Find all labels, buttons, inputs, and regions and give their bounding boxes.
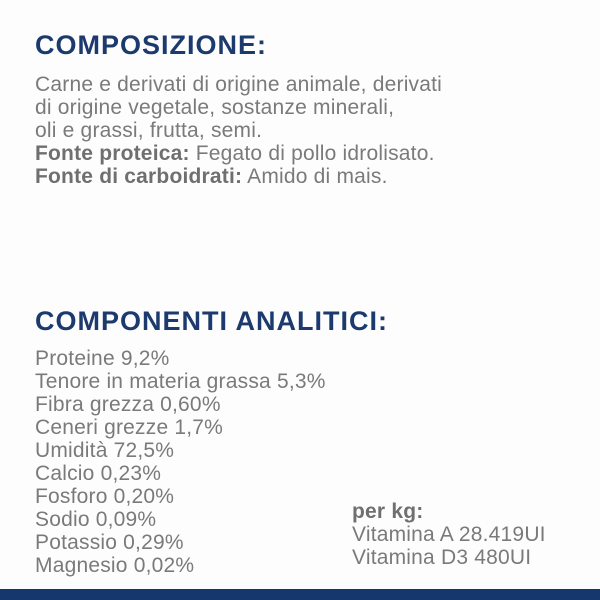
vitamin-d3-value: Vitamina D3 480UI xyxy=(352,546,532,569)
analytic-item-umidita: Umidità 72,5% xyxy=(35,439,175,462)
carb-source-value: Amido di mais. xyxy=(247,165,388,188)
vitamin-a-value: Vitamina A 28.419UI xyxy=(352,523,546,546)
composition-line: oli e grassi, frutta, semi. xyxy=(35,119,263,142)
carb-source-label: Fonte di carboidrati: xyxy=(35,165,243,188)
analytic-item-fosforo: Fosforo 0,20% xyxy=(35,485,175,508)
analytical-components-heading: COMPONENTI ANALITICI: xyxy=(35,306,388,336)
analytic-item-tenore: Tenore in materia grassa 5,3% xyxy=(35,370,326,393)
protein-source-value: Fegato di pollo idrolisato. xyxy=(195,142,435,165)
protein-source-line xyxy=(35,142,442,165)
protein-source-label: Fonte proteica: xyxy=(35,142,190,165)
composition-line: Carne e derivati di origine animale, derivati xyxy=(35,73,443,96)
per-kg-label: per kg: xyxy=(352,500,424,523)
analytical-components-list xyxy=(35,347,326,577)
analytic-item-sodio: Sodio 0,09% xyxy=(35,508,157,531)
per-kg-block xyxy=(352,500,546,569)
composition-text xyxy=(35,73,442,188)
footer-navy-bar xyxy=(0,589,600,600)
composition-line: di origine vegetale, sostanze minerali, xyxy=(35,96,395,119)
analytic-item-fibra: Fibra grezza 0,60% xyxy=(35,393,221,416)
analytic-item-potassio: Potassio 0,29% xyxy=(35,531,184,554)
composition-heading: COMPOSIZIONE: xyxy=(35,30,268,60)
analytic-item-proteine: Proteine 9,2% xyxy=(35,347,170,370)
analytic-item-magnesio: Magnesio 0,02% xyxy=(35,554,195,577)
carb-source-line xyxy=(35,165,442,188)
analytic-item-ceneri: Ceneri grezze 1,7% xyxy=(35,416,224,439)
analytic-item-calcio: Calcio 0,23% xyxy=(35,462,162,485)
